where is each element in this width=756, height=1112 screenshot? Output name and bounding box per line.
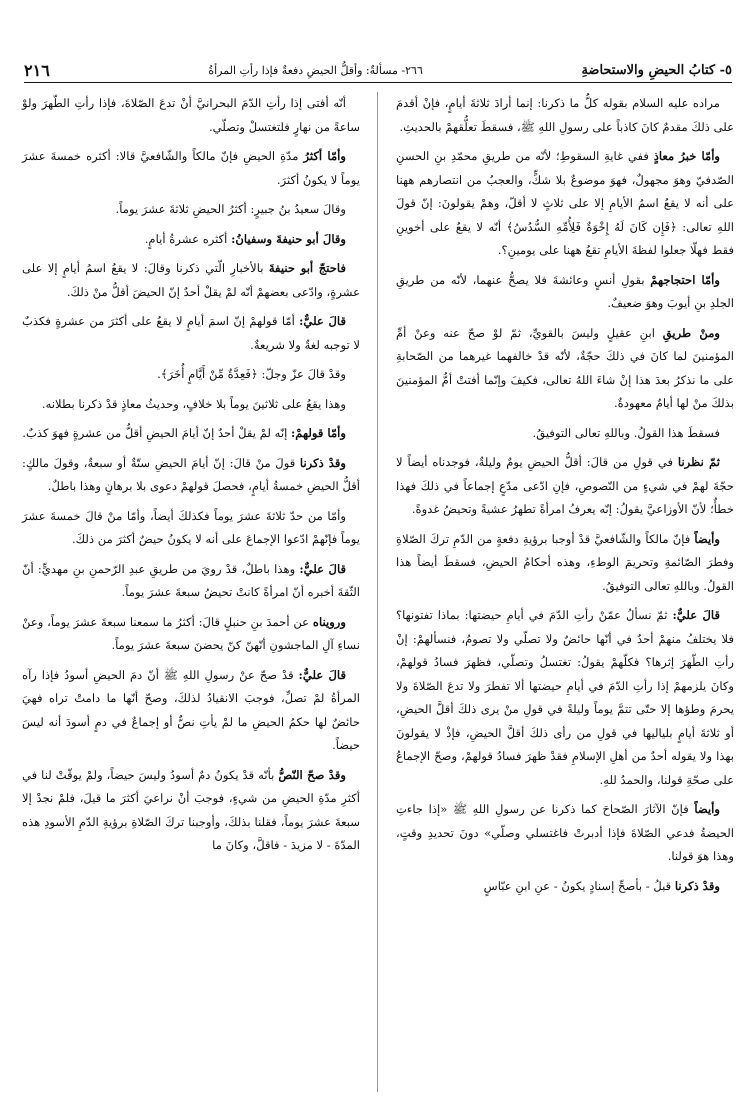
paragraph-text: ثمّ نسألُ عمّنْ رأتِ الدّمَ في أيامِ حيضتها: بماذا تفتونها؟ فلا يختلفُ منهمْ أحدٌ في أنّها حائضٌ ولا تصلّي ولا تصومُ، فنسألهمْ: إنْ رأتِ الطّهرَ إثرها؟ فكلّهمْ يقولُ: تغتسلُ وتصلّي، فظهرَ فسادُ قولهمْ، وكانَ يلزمهمْ إذا رأتِ الدّمَ في أيامِ حيضتها ألا تفطرَ ولا تدعَ الصّلاةَ ولا يحرمَ وطؤها إلا حتّى تتمَّ يوماً وليلةً في قولِ منْ يرى ذلكَ أقلَّ الحيضِ، أو ثلاثةَ أيامٍ بلياليها في قولِ من رأى ذلكَ أقلَّ الحيضِ، فإذْ لا يقولونَ بهذا ولا يقوله أحدٌ من أهلِ الإسلامِ فقدْ ظهرَ فسادُ قولهمْ، وصحّ الإجماعُ على صحّةِ قولنا، والحمدُ للهِ. [396, 608, 734, 787]
paragraph [396, 875, 734, 899]
paragraph [22, 505, 360, 552]
paragraph-lead: قالَ عليٌّ: [299, 561, 347, 576]
paragraph-text: بأنّه قدْ يكونُ دمٌ أسودُ وليسَ حيضاً، ولمْ يوقّتْ لنا في أكثرِ مدّةِ الحيضِ من شيءٍ، فوجبَ أنْ نراعيَ أكثرَ ما قيلَ، فلمْ نجدْ إلا سبعةَ عشرَ يوماً، فقلنا بذلكَ، وأوجبنا تركَ الصّلاةِ برؤيةِ الدّمِ الأسودِ هذه المدّةَ - لا مزيدَ - فاقلَّ، وكانَ ما [22, 767, 360, 852]
paragraph [22, 257, 360, 304]
paragraph-lead: وقدْ ذكرنا [674, 878, 720, 893]
paragraph-lead: ورويناه [312, 614, 347, 629]
chapter-title: ٥- كتابُ الحيضِ والاستحاضةِ [581, 62, 732, 78]
paragraph [396, 604, 734, 792]
paragraph-text: أمّا قولهمْ إنّ اسمَ أيامٍ لا يقعُ على أكثرَ من عشرةٍ فكذبٌ لا توجبه لغةٌ ولا شريعةٌ. [22, 314, 360, 352]
paragraph-lead: قالَ عليٌّ: [672, 608, 721, 622]
section-title: ٢٦٦- مسألةٌ: وأقلُّ الحيضِ دفعةٌ فإذا رأتِ المرأةُ [208, 63, 423, 77]
paragraph [22, 310, 360, 357]
paragraph-text: عن أحمدَ بنِ حنبلٍ قالَ: أكثرُ ما سمعنا سبعةَ عشرَ يوماً، وعنْ نساءِ آلِ الماجشونِ أنّهنّ كنّ يحضنَ سبعةَ عشرَ يوماً. [22, 614, 360, 652]
paragraph-text: أكثره عشرةُ أيامٍ. [144, 231, 228, 246]
paragraph-lead: قالَ عليٌّ: [298, 667, 346, 682]
paragraph-text: مدّةِ الحيضِ فإنّ مالكاً والشّافعيَّ قالا: أكثره خمسةَ عشرَ يوماً لا يكونُ أكثرَ. [22, 149, 360, 187]
paragraph [396, 528, 734, 599]
right-column [396, 92, 734, 904]
paragraph-lead: وقدْ صحّ النّصُّ [278, 767, 346, 782]
paragraph-text: وأمّا من حدّ ثلاثةَ عشرَ يوماً فكذلكَ أيضاً، وأمّا منْ قالَ خمسةَ عشرَ يوماً فإنّهمْ ادّعوا الإجماعَ على أنه لا يكونُ حيضٌ أكثرَ من ذلكَ. [22, 508, 360, 546]
left-column [22, 92, 360, 864]
paragraph [396, 145, 734, 263]
paragraph-text: وقالَ سعيدُ بنُ جبيرٍ: أكثرُ الحيضِ ثلاثةَ عشرَ يوماً. [115, 202, 346, 216]
paragraph-text: بالأخبارِ الّتي ذكرنا وقالَ: لا يقعُ اسمُ أيامٍ إلا على عشرةٍ، وادّعى بعضهمْ أنّه لمْ يقلْ أحدٌ إنّ الحيضَ أقلُّ منْ ذلكَ. [22, 261, 360, 299]
paragraph-text: قدْ صحّ عنْ رسولِ اللهِ ﷺ أنّ دمَ الحيضِ أسودُ فإذا رآه المرأةُ لمْ تصلِّ، فوجبَ الانقيادُ لذلكَ، وصحّ أنّها ما دامتْ تراه فهيَ حائضٌ لها حكمُ الحيضِ ما لمْ يأتِ نصٌّ أو إجماعٌ في دمٍ أسودَ أنه ليسَ حيضاً. [22, 667, 360, 752]
paragraph [396, 422, 734, 446]
paragraph-text: في قولِ من قالَ: أقلُّ الحيضِ يومٌ وليلةٌ، فوجدناه أيضاً لا حجّةَ لهمْ في شيءٍ من النّصوصِ، فإنِ ادّعى مدّعٍ إجماعاً في ذلكَ فهذا خطأٌ؛ لأنّ الأوزاعيَّ يقولُ: إنّه يعرفُ امرأةً تطهرُ عشيةً وتحيضُ غدوةً. [396, 455, 734, 516]
paragraph [396, 451, 734, 522]
paragraph-text: بقولِ أنسٍ وعائشةَ فلا يصحُّ عنهما، لأنّه من طريقِ الجلدِ بنِ أيوبَ وهوَ ضعيفٌ. [396, 272, 734, 310]
paragraph [22, 363, 360, 387]
paragraph-lead: وأمّا قولهمْ: [290, 426, 346, 440]
paragraph [396, 92, 734, 139]
paragraph [396, 798, 734, 869]
paragraph-text: فسقطَ هذا القولُ. وباللهِ تعالى التوفيقُ. [532, 425, 720, 440]
paragraph [396, 322, 734, 416]
paragraph [22, 452, 360, 499]
paragraph-text: مراده عليه السلام بقوله كلُّ ما ذكرنا: إنما أرادَ ثلاثةَ أيامٍ، فإنْ أقدمَ على ذلكَ مقدمٌ كانَ كاذباً على رسولِ اللهِ ﷺ، فسقطَ تعلُّقهمْ بالحديثِ. [396, 96, 734, 134]
paragraph [22, 228, 360, 252]
paragraph-text: قبلُ - بأصحِّ إسنادٍ يكونُ - عنِ ابنِ عبّاسٍ [483, 878, 672, 893]
paragraph-text: فإنّ الآثارَ الصّحاحَ كما ذكرنا عن رسولِ اللهِ ﷺ «إذا جاءتِ الحيضةُ فدعي الصّلاةَ فإذا أدبرتْ فاغتسلي وصلّي» دونَ تحديدِ وقتٍ، وهذا هوَ قولنا. [396, 802, 734, 863]
paragraph-text: ابنِ عقيلٍ وليسَ بالقويِّ، ثمّ لوْ صحّ عنه وعنْ أمِّ المؤمنينَ لما كانَ في ذلكَ حجّةٌ، لأنّه قدْ خالفهما غيرهما من الصّحابةِ على ما نذكرُ بعدَ هذا إنْ شاءَ اللهُ تعالى، فكيفَ وإنّما أفتتْ أمُّ المؤمنينَ بذلكَ منْ لها أيامٌ معهودةٌ. [396, 325, 734, 410]
paragraph [22, 422, 360, 446]
paragraph-text: وهذا يقعُ على ثلاثينَ يوماً بلا خلافٍ، وحديثُ معاذٍ قدْ ذكرنا بطلانه. [41, 396, 346, 411]
paragraph-lead: وأيضاً [694, 802, 720, 816]
paragraph-lead: وقدْ ذكرنا [299, 455, 346, 470]
paragraph-lead: وأمّا خبرُ معاذٍ [653, 149, 721, 163]
paragraph [22, 145, 360, 192]
page-number: ٢١٦ [24, 60, 50, 80]
page-header [24, 58, 732, 83]
paragraph-text: إنّه لمْ يقلْ أحدٌ إنّ أيامَ الحيضِ أقلُّ من عشرةٍ فهوَ كذبٌ. [22, 426, 288, 440]
paragraph-lead: وأمّا احتجاجهمْ [650, 272, 721, 287]
paragraph [22, 558, 360, 605]
column-divider [377, 92, 378, 1092]
paragraph-text: فإنّ مالكاً والشّافعيَّ قدْ أوجبا برؤيةِ دفعةٍ من الدّمِ تركَ الصّلاةِ وفطرَ الصّائمةِ وتحريمَ الوطءِ، وهذه أحكامُ الحيضِ، فسقطَ أيضاً هذا القولُ. وباللهِ تعالى التوفيقُ. [396, 531, 734, 593]
paragraph-lead: وأيضاً [694, 531, 720, 546]
paragraph-lead: قالَ عليٌّ: [299, 314, 346, 328]
paragraph [396, 269, 734, 316]
paragraph-lead: وقالَ أبو حنيفةَ وسفيانُ: [231, 231, 346, 246]
paragraph [22, 92, 360, 139]
paragraph-lead: ثمّ نظرنا [677, 455, 720, 469]
paragraph-text: وهذا باطلٌ، قدْ رويَ من طريقِ عبدِ الرّحمنِ بنِ مهديٍّ: أنّ الثّقةَ أخبره أنّ امرأةً كانتْ تحيضُ سبعةَ عشرَ يوماً. [22, 561, 360, 599]
paragraph [22, 611, 360, 658]
paragraph-text: أنّه أفتى إذا رأتِ الدّمَ البحرانيَّ أنْ تدعَ الصّلاةَ، فإذا رأتِ الطّهرَ ولوْ ساعةً من نهارٍ فلتغتسلْ وتصلّي. [22, 96, 360, 134]
paragraph [22, 664, 360, 758]
paragraph [22, 198, 360, 222]
paragraph-lead: ومنْ طريقِ [662, 325, 721, 340]
paragraph-lead: وأمّا أكثرُ [303, 149, 346, 163]
paragraph [22, 764, 360, 858]
paragraph-text: قولَ منْ قالَ: إنّ أيامَ الحيضِ ستّةٌ أو سبعةٌ، وقولَ مالكٍ: أقلُّ الحيضِ خمسةُ أيامٍ، فحصلَ قولهمْ دعوى بلا برهانٍ وهذا باطلٌ. [22, 455, 360, 493]
paragraph-lead: فاحتجّ أبو حنيفةَ [268, 261, 347, 275]
paragraph-text: ففي غايةِ السقوطِ؛ لأنّه من طريقِ محمّدِ بنِ الحسنِ الصّدفيّ وهوَ مجهولٌ، فهوَ موضوعٌ بلا شكٍّ، والعجبُ من انتصارهم ههنا على أنه لا يقعُ اسمُ الأيامِ إلا على ثلاثٍ لا أقلّ، وهمْ يقولونَ: إنّ قولَ اللهِ تعالى: ﴿فَإِن كَانَ لَهُ إِخْوَةٌ فَلِأُمِّهِ السُّدُسُ﴾ أنّه لا يقعُ على أخوينِ فقط فهلّا جعلوا لفظةَ الأيامِ تقعُ ههنا على يومينِ؟. [396, 149, 734, 257]
paragraph-text: وقدْ قالَ عزّ وجلّ: ﴿فَعِدَّةٌ مِّنْ أَيَّامٍ أُخَرَ﴾. [157, 367, 346, 381]
paragraph [22, 393, 360, 417]
